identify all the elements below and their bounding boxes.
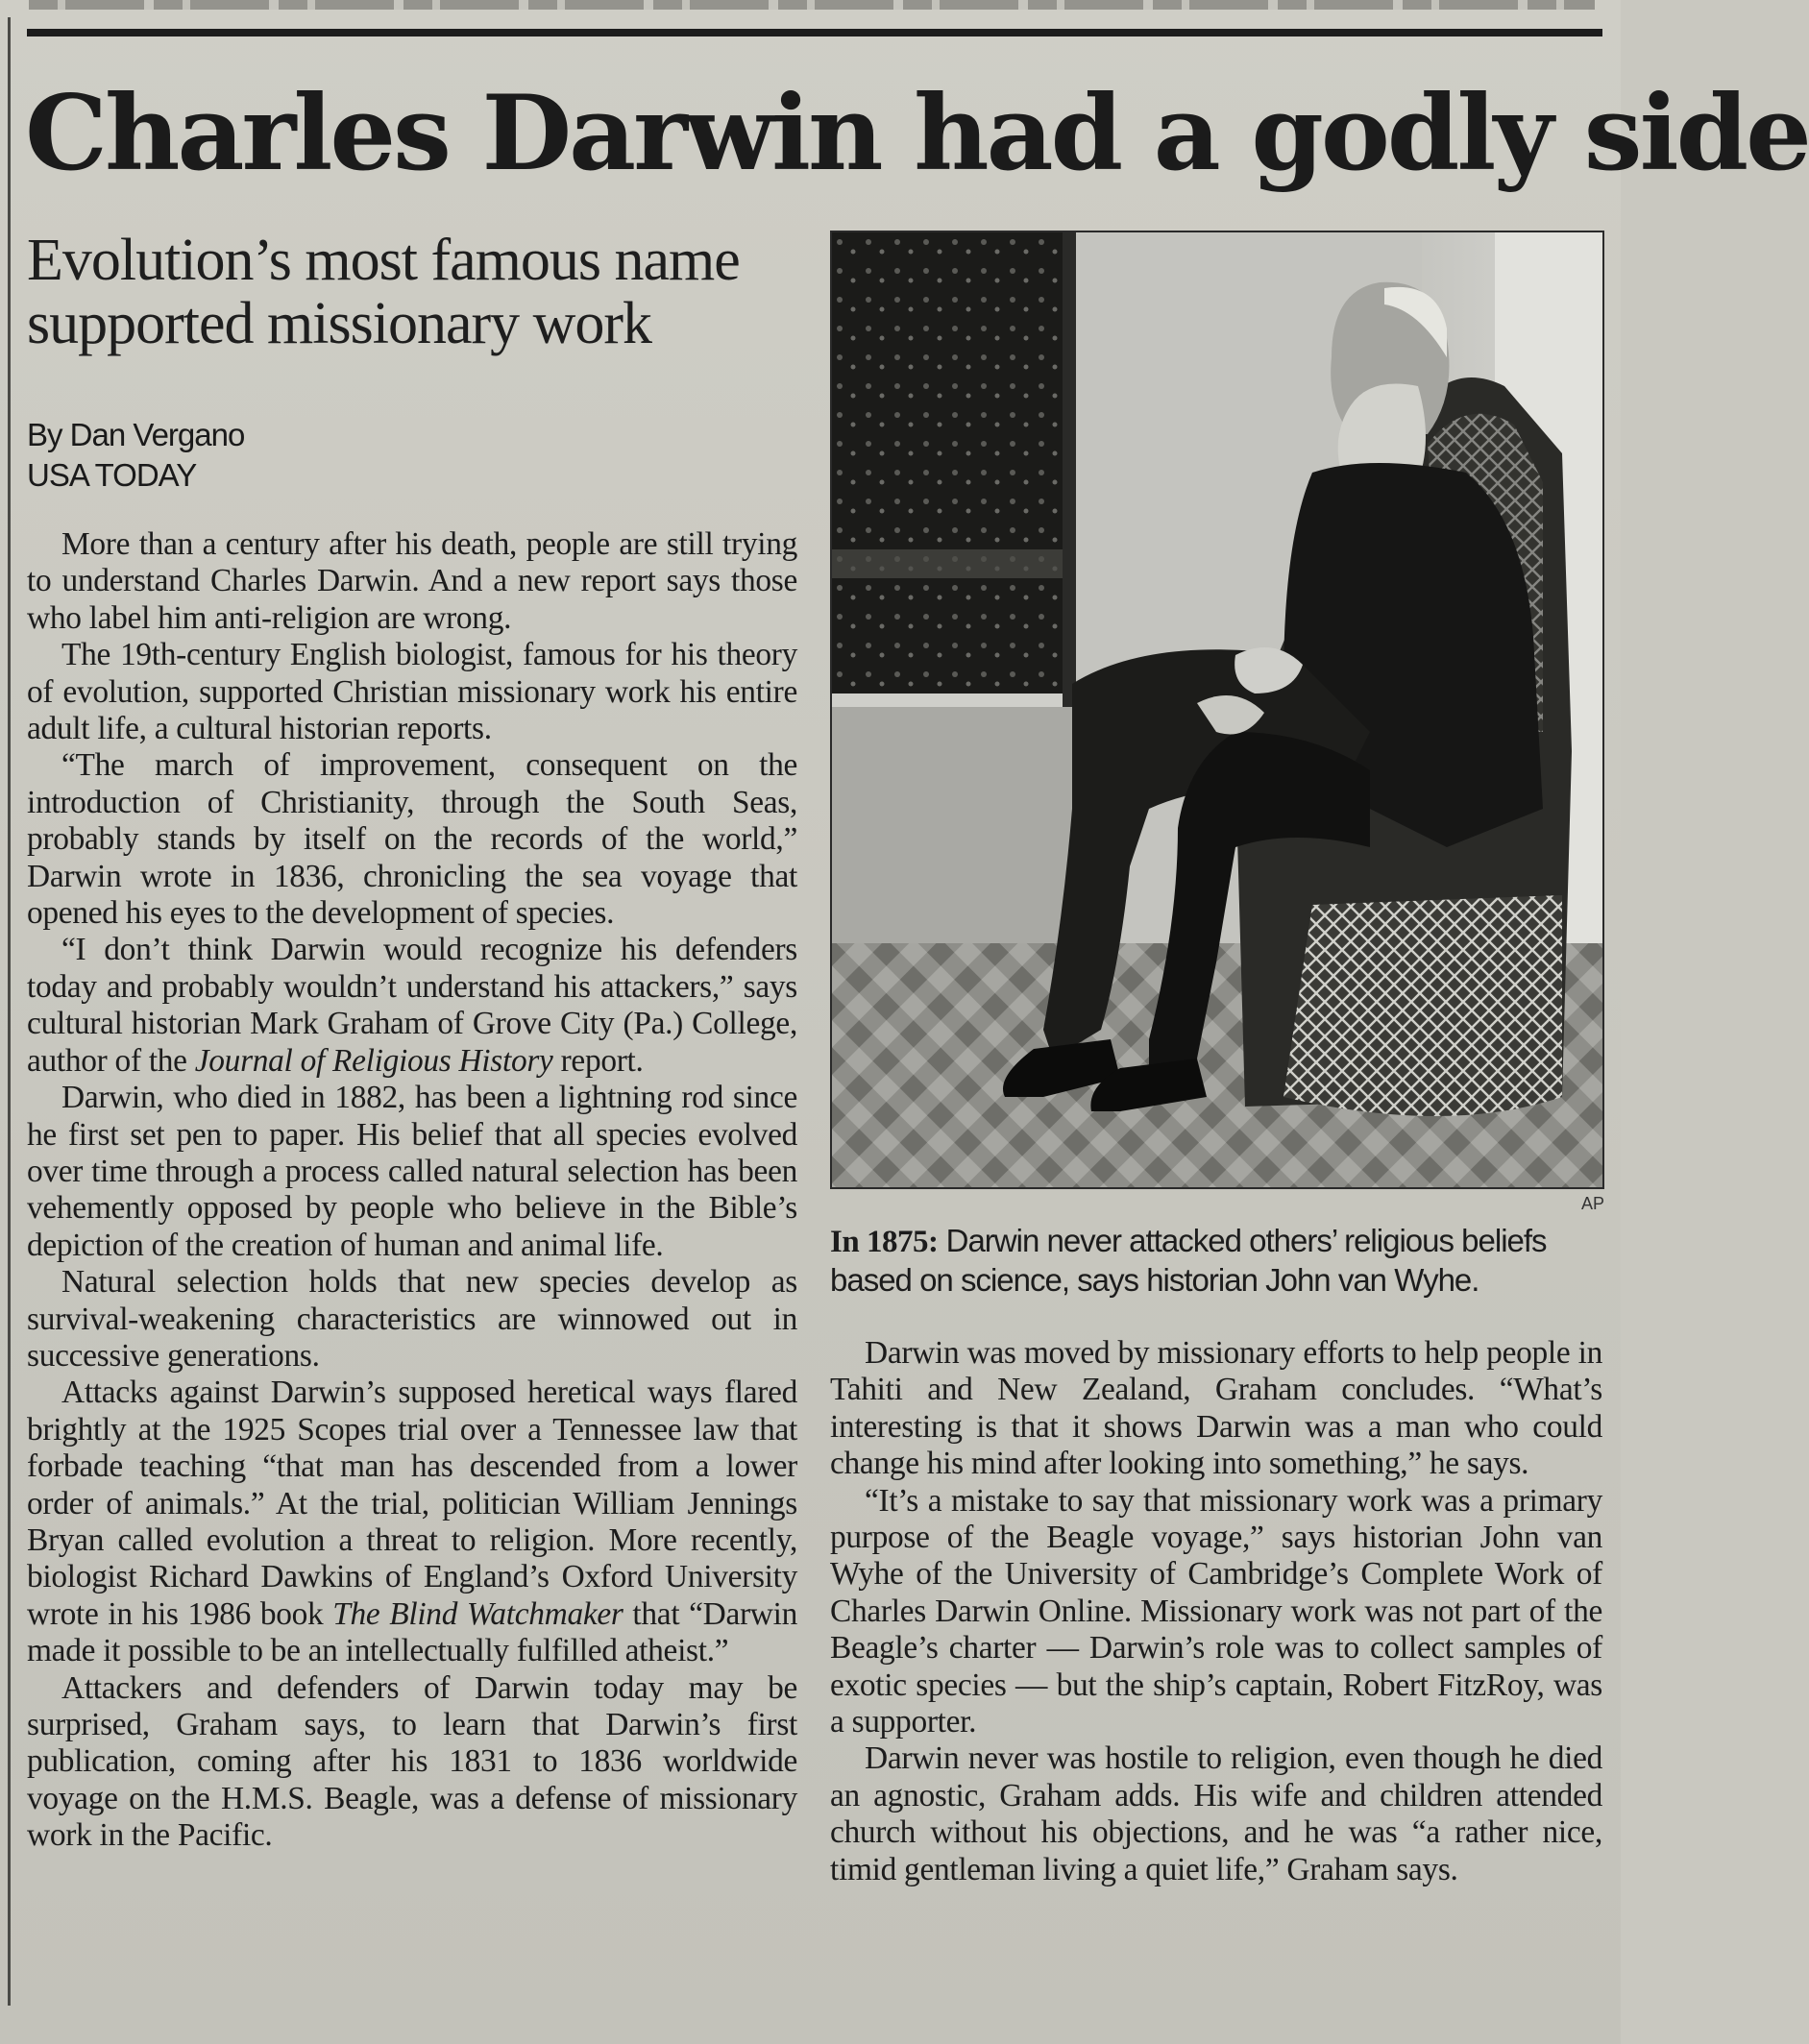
article-paragraph: Darwin was moved by missionary efforts to help people in Tahiti and New Zealand, Graham concludes. “What’s interesting is that it shows Darwin was a man who could change his mind after looking into something,” he says. (830, 1335, 1602, 1482)
byline-author: By Dan Vergano (27, 417, 245, 452)
byline-publication: USA TODAY (27, 457, 197, 493)
article-paragraph (27, 932, 797, 1080)
darwin-photo (830, 231, 1604, 1189)
paragraph-text: that “Darwin made it possible to be an intellectually fulfilled atheist.” (27, 1595, 797, 1669)
article-paragraph: Attackers and defenders of Darwin today may be surprised, Graham says, to learn that Darwin’s first publication, coming after his 1831 to 1836 worldwide voyage on the H.M.S. Beagle, was a defense of missionary work in the Pacific. (27, 1669, 797, 1854)
article-paragraph: “The march of improvement, consequent on the introduction of Christianity, through the South Seas, probably stands by itself on the records of the world,” Darwin wrote in 1836, chronicling the sea voyage that opened his eyes to the development of species. (27, 747, 797, 932)
subheadline: Evolution’s most famous name supported missionary work (27, 228, 740, 356)
publication-title: Journal of Religious History (194, 1042, 553, 1079)
paragraph-text: “I don’t think Darwin would recognize his defenders today and probably wouldn’t understand his attackers,” says cultural historian Mark Graham of Grove City (Pa.) College, author of the (27, 932, 797, 1079)
article-column-left (27, 526, 797, 1855)
article-paragraph (27, 1375, 797, 1669)
article-column-right (830, 1335, 1602, 1888)
article-paragraph: More than a century after his death, people are still trying to understand Charles Darwin. And a new report says those who label him anti-religion are wrong. (27, 526, 797, 636)
book-title: The Blind Watchmaker (332, 1595, 623, 1632)
paragraph-text: report. (552, 1042, 644, 1079)
article-paragraph: “It’s a mistake to say that missionary work was a primary purpose of the Beagle voyage,” says historian John van Wyhe of the University of Cambridge’s Complete Work of Charles Darwin Online. Missionary work was not part of the Beagle’s charter — Darwin’s role was to collect samples of exotic species — but the ship’s captain, Robert FitzRoy, was a supporter. (830, 1482, 1602, 1740)
headline: Charles Darwin had a godly side (25, 73, 1809, 194)
left-column-rule (8, 17, 11, 2006)
byline (27, 415, 507, 496)
article-paragraph: The 19th-century English biologist, famous for his theory of evolution, supported Christian missionary work his entire adult life, a cultural historian reports. (27, 637, 797, 747)
caption-label: In 1875: (830, 1225, 939, 1259)
article-paragraph: Darwin, who died in 1882, has been a lightning rod since he first set pen to paper. His belief that all species evolved over time through a process called natural selection has been vehemently opposed by people who believe in the Bible’s depiction of the creation of human and animal life. (27, 1080, 797, 1263)
clipped-previous-article-strip (29, 0, 1595, 10)
article-paragraph: Natural selection holds that new species develop as survival-weakening characteristics are winnowed out in successive generations. (27, 1264, 797, 1374)
photo-caption (830, 1222, 1602, 1300)
top-rule (27, 29, 1602, 36)
paragraph-text: Attacks against Darwin’s supposed heretical ways flared brightly at the 1925 Scopes trial over a Tennessee law that forbade teaching “that man has descended from a lower order of animals.” At the trial, politician William Jennings Bryan called evolution a threat to religion. More recently, biologist Richard Dawkins of England’s Oxford University wrote in his 1986 book (27, 1375, 797, 1632)
caption-text: Darwin never attacked others’ religious beliefs based on science, says historian John van Wyhe. (830, 1223, 1547, 1298)
darwin-portrait-illustration (832, 232, 1602, 1187)
article-paragraph: Darwin never was hostile to religion, even though he died an agnostic, Graham adds. His wife and children attended church without his objections, and he was “a rather nice, timid gentleman living a quiet life,” Graham says. (830, 1740, 1602, 1887)
photo-credit: AP (1580, 1194, 1604, 1213)
